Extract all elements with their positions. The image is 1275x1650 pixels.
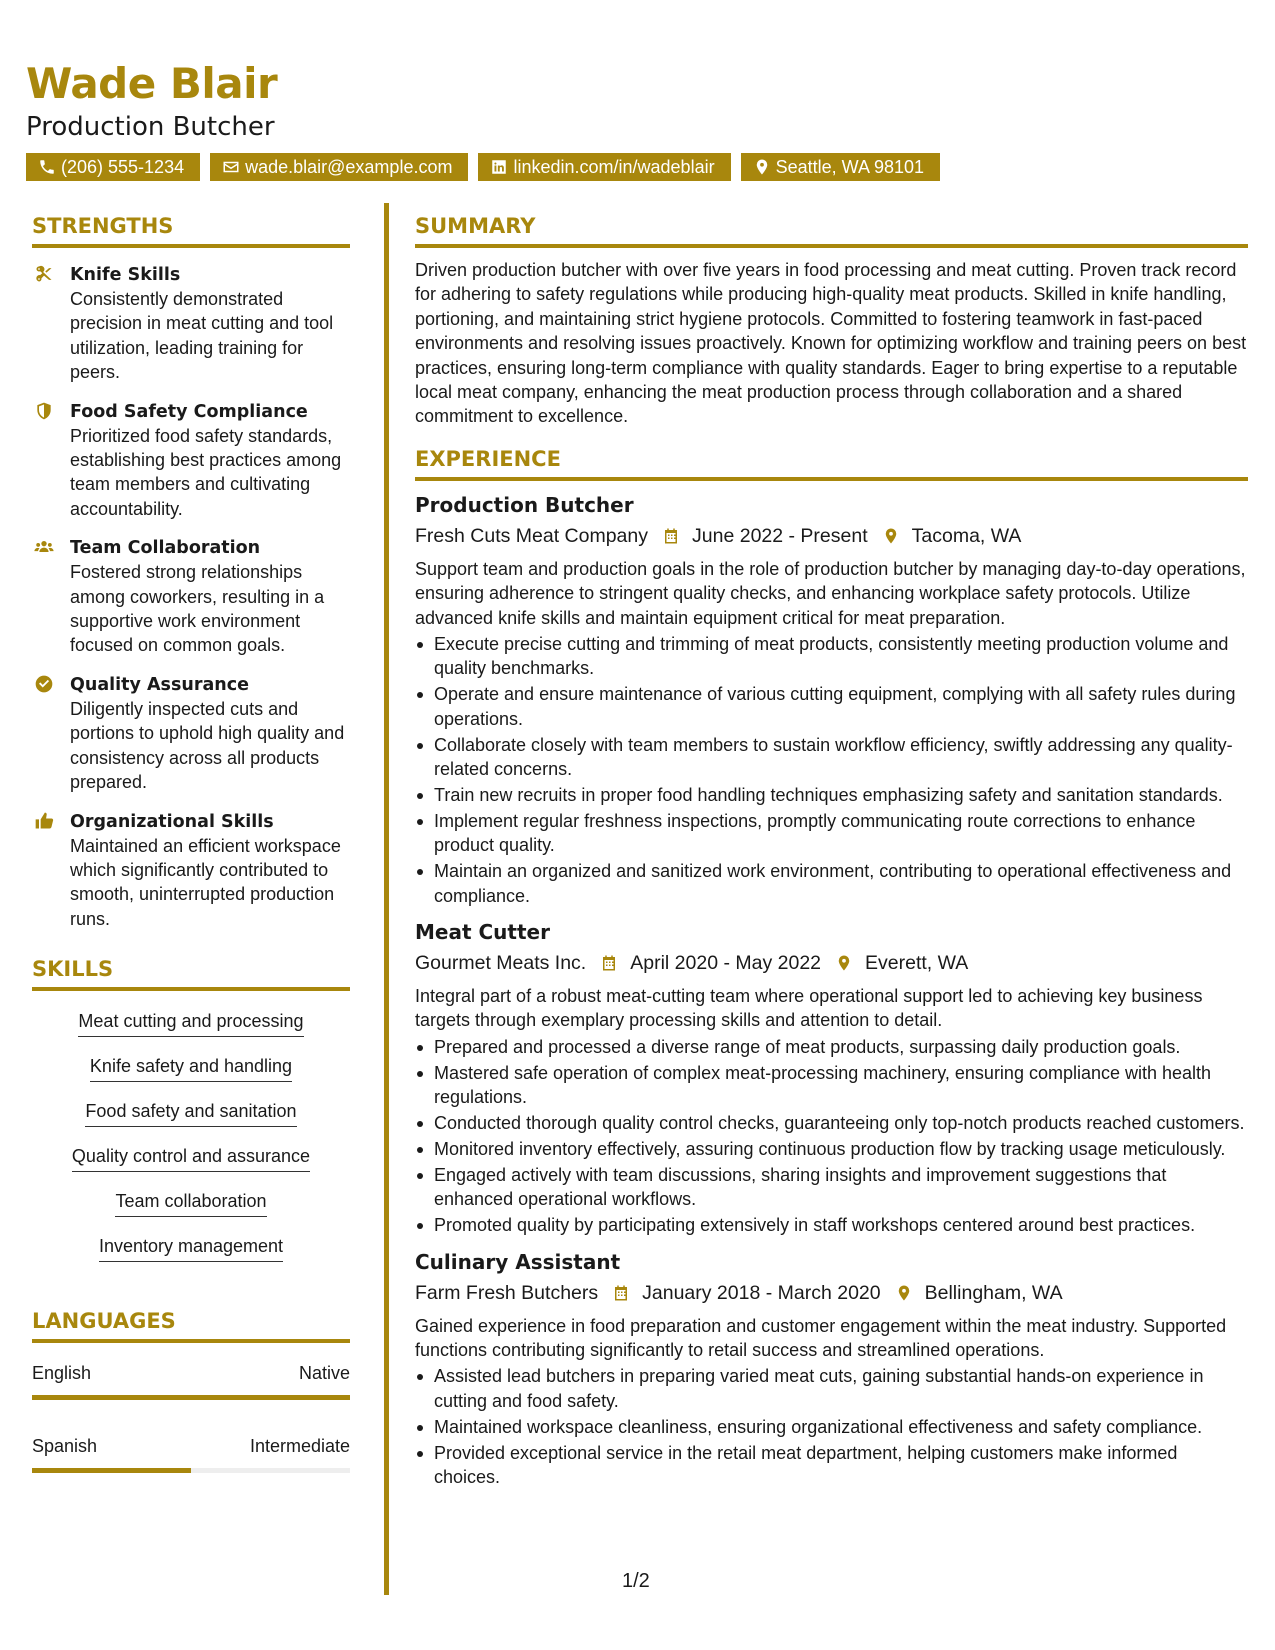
strength-desc: Fostered strong relationships among coworkers, resulting in a supportive work environment focused on common goals. [70, 562, 325, 656]
map-pin-icon [895, 1284, 913, 1302]
job-title: Meat Cutter [415, 920, 550, 945]
left-column [32, 212, 350, 1507]
thumbs-up-icon [34, 811, 54, 831]
phone-icon [38, 158, 56, 176]
strength-desc: Maintained an efficient workspace which significantly contributed to smooth, uninterrupted production runs. [70, 835, 341, 929]
experience-entry [415, 491, 1248, 908]
calendar-icon [600, 954, 618, 972]
job-company: Gourmet Meats Inc. [415, 952, 587, 975]
email-text: wade.blair@example.com [245, 157, 453, 177]
job-bullet: Prepared and processed a diverse range of meat products, surpassing daily production goals. [415, 1035, 1248, 1059]
strength-item [32, 263, 350, 385]
summary-heading: SUMMARY [415, 212, 1248, 248]
shield-icon [34, 401, 54, 421]
job-location: Bellingham, WA [924, 1281, 1063, 1304]
strength-desc: Diligently inspected cuts and portions to uphold high quality and consistency across all products prepared. [70, 698, 345, 793]
job-bullets [415, 1035, 1248, 1238]
job-company: Fresh Cuts Meat Company [415, 524, 649, 547]
scissors-icon [34, 264, 54, 284]
job-dates: June 2022 - Present [692, 524, 868, 547]
languages-list [32, 1361, 350, 1473]
job-bullet: Monitored inventory effectively, assuring continuous production flow by tracking usage meticulously. [415, 1137, 1248, 1161]
experience-list [415, 491, 1248, 1490]
strength-title: Food Safety Compliance [70, 401, 308, 422]
language-proficiency-bar [32, 1395, 350, 1400]
job-description: Gained experience in food preparation and customer engagement within the meat industry. Supported functions contributing significantly to retail success and streamlined operations. [415, 1315, 1227, 1360]
job-description: Integral part of a robust meat-cutting team where operational support led to achieving key business targets through exemplary processing skills and attention to detail. [415, 986, 1203, 1031]
skill-item: Knife safety and handling [90, 1054, 292, 1082]
job-dates: January 2018 - March 2020 [642, 1281, 881, 1304]
job-bullet: Mastered safe operation of complex meat-processing machinery, ensuring compliance with health regulations. [415, 1061, 1248, 1110]
language-name: English [32, 1363, 92, 1384]
calendar-icon [662, 527, 680, 545]
contact-bar [26, 153, 1256, 181]
summary-text: Driven production butcher with over five years in food processing and meat cutting. Proven track record for adhering to safety regulations while producing high-quality meat products. Skilled in knife handling, portioning, and maintaining strict hygiene protocols. Committed to fostering teamwork in fast-paced environments and resolving issues proactively. Known for optimizing workflow and training peers on best practices, ensuring long-term compliance with quality standards. Eager to bring expertise to a reputable local meat company, enhancing the meat production process through collaboration and a shared commitment to excellence. [415, 260, 1247, 427]
strength-item [32, 400, 350, 522]
language-proficiency-fill [32, 1395, 350, 1400]
contact-linkedin[interactable] [478, 153, 730, 181]
phone-text: (206) 555-1234 [61, 157, 185, 177]
skill-item: Food safety and sanitation [85, 1099, 296, 1127]
language-level: Native [298, 1363, 350, 1384]
contact-email[interactable] [210, 153, 468, 181]
skill-item: Inventory management [99, 1234, 283, 1262]
strength-item [32, 673, 350, 795]
map-pin-icon [835, 954, 853, 972]
strength-title: Organizational Skills [70, 811, 274, 832]
experience-heading: EXPERIENCE [415, 445, 1248, 481]
strength-desc: Consistently demonstrated precision in meat cutting and tool utilization, leading training for peers. [70, 289, 334, 383]
language-proficiency-bar [32, 1468, 350, 1473]
strength-title: Team Collaboration [70, 538, 261, 559]
job-bullet: Conducted thorough quality control checks, guaranteeing only top-notch products reached customers. [415, 1111, 1248, 1135]
users-icon [34, 537, 54, 557]
envelope-icon [222, 158, 240, 176]
job-location: Tacoma, WA [911, 524, 1022, 547]
language-level: Intermediate [249, 1436, 350, 1457]
candidate-role: Production Butcher [26, 112, 275, 142]
job-company: Farm Fresh Butchers [415, 1281, 599, 1304]
contact-phone[interactable] [26, 153, 200, 181]
page-number: 1/2 [622, 1570, 650, 1592]
language-row [32, 1434, 350, 1458]
job-meta [415, 948, 1248, 978]
check-circle-icon [34, 674, 54, 694]
location-text: Seattle, WA 98101 [775, 157, 925, 177]
strength-item [32, 536, 350, 658]
job-bullet: Operate and ensure maintenance of various cutting equipment, complying with all safety rules during operations. [415, 682, 1248, 731]
job-meta [415, 521, 1248, 551]
job-bullet: Execute precise cutting and trimming of meat products, consistently meeting production volume and quality benchmarks. [415, 632, 1248, 681]
job-location: Everett, WA [865, 952, 969, 975]
job-bullet: Train new recruits in proper food handling techniques emphasizing safety and sanitation standards. [415, 783, 1248, 807]
linkedin-icon [490, 158, 508, 176]
skills-heading: SKILLS [32, 955, 350, 991]
job-bullet: Promoted quality by participating extensively in staff workshops centered around best practices. [415, 1213, 1248, 1237]
strength-desc: Prioritized food safety standards, establishing best practices among team members and cultivating accountability. [70, 425, 342, 519]
job-bullet: Implement regular freshness inspections, promptly communicating route corrections to enhance product quality. [415, 809, 1248, 858]
skill-item: Team collaboration [115, 1189, 266, 1217]
job-bullet: Assisted lead butchers in preparing varied meat cuts, gaining substantial hands-on experience in cutting and food safety. [415, 1364, 1248, 1413]
language-proficiency-fill [32, 1468, 191, 1473]
strength-item [32, 810, 350, 932]
job-bullet: Maintain an organized and sanitized work environment, contributing to operational effectiveness and compliance. [415, 859, 1248, 908]
skill-item: Meat cutting and processing [78, 1009, 303, 1037]
job-bullets [415, 1364, 1248, 1489]
job-bullets [415, 632, 1248, 908]
languages-heading: LANGUAGES [32, 1307, 350, 1343]
experience-entry [415, 918, 1248, 1238]
calendar-icon [612, 1284, 630, 1302]
job-description: Support team and production goals in the role of production butcher by managing day-to-day operations, ensuring adherence to stringent quality checks, and enhancing workplace safety protocols. Utilize advanced knife skills and maintain equipment critical for meat preparation. [415, 558, 1246, 628]
contact-location [741, 153, 940, 181]
job-bullet: Engaged actively with team discussions, sharing insights and improvement suggestions that enhanced operational workflows. [415, 1163, 1248, 1212]
job-meta [415, 1278, 1248, 1308]
strength-title: Knife Skills [70, 265, 181, 285]
job-bullet: Maintained workspace cleanliness, ensuring organizational effectiveness and safety compliance. [415, 1415, 1248, 1439]
linkedin-text: linkedin.com/in/wadeblair [513, 157, 715, 177]
strengths-heading: STRENGTHS [32, 212, 350, 248]
job-title: Culinary Assistant [415, 1249, 621, 1274]
language-row [32, 1361, 350, 1385]
map-pin-icon [753, 158, 771, 176]
column-divider [384, 203, 389, 1595]
strength-title: Quality Assurance [70, 674, 249, 695]
job-bullet: Collaborate closely with team members to sustain workflow efficiency, swiftly addressing any quality-related concerns. [415, 733, 1248, 782]
job-dates: April 2020 - May 2022 [630, 952, 822, 975]
map-pin-icon [882, 527, 900, 545]
language-name: Spanish [32, 1436, 98, 1457]
job-bullet: Provided exceptional service in the retail meat department, helping customers make informed choices. [415, 1441, 1248, 1490]
candidate-name: Wade Blair [26, 59, 278, 108]
skills-list [32, 1009, 350, 1279]
job-title: Production Butcher [415, 492, 634, 517]
experience-entry [415, 1248, 1248, 1490]
right-column [415, 212, 1248, 1491]
skill-item: Quality control and assurance [72, 1144, 310, 1172]
resume-header [26, 58, 1256, 181]
